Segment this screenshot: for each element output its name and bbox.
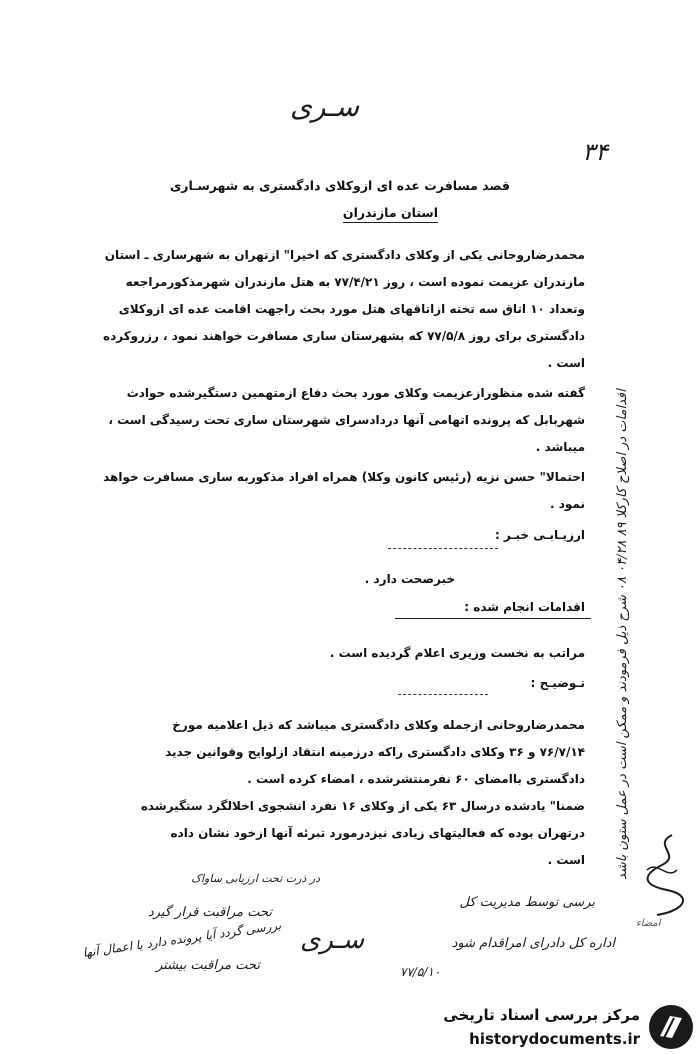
body-line: محمدرضاروحانی ازجمله وکلای دادگستری میباشد که ذیل اعلامیه مورخ <box>172 718 585 732</box>
body-line: احتمالا" حسن نزیه (رئیس کانون وکلا) همراه افراد مذکوربه ساری مسافرت خواهد <box>103 470 585 484</box>
actions-value: مراتب به نخست وزیری اعلام گردیده است . <box>329 646 585 660</box>
body-line: نمود . <box>550 497 585 511</box>
body-line: دادگستری برای روز ۷۷/۵/۸ که بشهرستان ساری مسافرت خواهند نمود ، رزروکرده <box>102 329 585 343</box>
page-number: ۳۴ <box>582 138 608 166</box>
signature-label: امضاء <box>636 918 661 929</box>
handwritten-note-left-2: تحت مراقبت قرار گیرد <box>147 905 272 920</box>
body-line: گفته شده منظورازعزیمت وکلای مورد بحث دفاع ازمتهمین دستگیرشده حوادث <box>126 386 585 400</box>
body-line: محمدرضاروحانی یکی از وکلای دادگستری که اخیرا" ازتهران به شهرساری ـ استان <box>104 248 585 262</box>
watermark <box>418 1000 700 1054</box>
handwritten-note-right-1: برسی توسط مدیریت کل <box>459 895 595 910</box>
archive-logo-icon <box>646 1002 696 1052</box>
actions-heading: اقدامات انجام شده : <box>464 600 585 614</box>
body-line: دادگستری باامضای ۶۰ نفرمنتشرشده ، امضاء کرده است . <box>247 772 585 786</box>
body-line: است . <box>547 853 585 867</box>
handwritten-margin-note: اقدامات در اصلاح کارکلا ۸۹ ۰۴/۲۸ ۰۸ شرح ذیل فرمودند و ممکن است در عمل ستون باشد <box>615 389 630 880</box>
evaluation-heading: ارزیـابـی خبـر : <box>494 528 585 542</box>
handwritten-note-left-4: تحت مراقبت بیشتر <box>156 958 260 973</box>
document-subtitle: استان مازندران <box>343 205 438 223</box>
handwritten-note-right-2: اداره کل دادرای امراقدام شود <box>451 936 615 951</box>
body-line: میباشد . <box>535 440 585 454</box>
handwritten-note-left-3: بررسی گردد آیا پرونده دارد یا اعمال آنها <box>81 918 283 960</box>
actions-underline <box>395 618 591 619</box>
classification-top: سـری <box>290 90 360 123</box>
body-line: ضمنا" یادشده درسال ۶۳ یکی از وکلای ۱۶ نفرد انشجوی اخلالگرد ستگیرشده <box>140 799 585 813</box>
body-line: است . <box>547 356 585 370</box>
explanation-heading: تـوضیـح : <box>530 676 585 690</box>
body-line: ۷۶/۷/۱۴ و ۳۶ وکلای دادگستری راکه درزمینه انتقاد ازلوایح وقوانین جدید <box>165 745 585 759</box>
explanation-dash-line <box>398 694 488 695</box>
body-line: شهربابل که پرونده اتهامی آنها دردادسرای شهرستان ساری تحت رسیدگی است ، <box>108 413 585 427</box>
handwritten-date: ۷۷/۵/۱۰ <box>400 965 441 979</box>
document-title: قصد مسافرت عده ای ازوکلای دادگستری به شهرسـاری <box>169 178 510 193</box>
classification-bottom: سـری <box>300 925 365 955</box>
body-line: مازندران عزیمت نموده است ، روز ۷۷/۴/۲۱ به هتل مازندران شهرمذکورمراجعه <box>125 275 585 289</box>
body-line: وتعداد ۱۰ اتاق سه تخته ازاتاقهای هتل مورد بحث راجهت اقامت عده ای ازوکلای <box>118 302 585 316</box>
evaluation-value: خبرصحت دارد . <box>364 572 455 586</box>
evaluation-dash-line <box>388 548 498 549</box>
watermark-url: historydocuments.ir <box>469 1030 640 1048</box>
handwritten-note-left-1: در ذرت تحت ارزیابی ساواک <box>191 872 320 885</box>
signature-icon <box>632 830 692 920</box>
watermark-org-name: مرکز بررسی اسناد تاریخی <box>443 1006 640 1024</box>
body-line: درتهران بوده که فعالیتهای زیادی نیزدرمورد تبرئه آنها ازخود نشان داده <box>170 826 585 840</box>
